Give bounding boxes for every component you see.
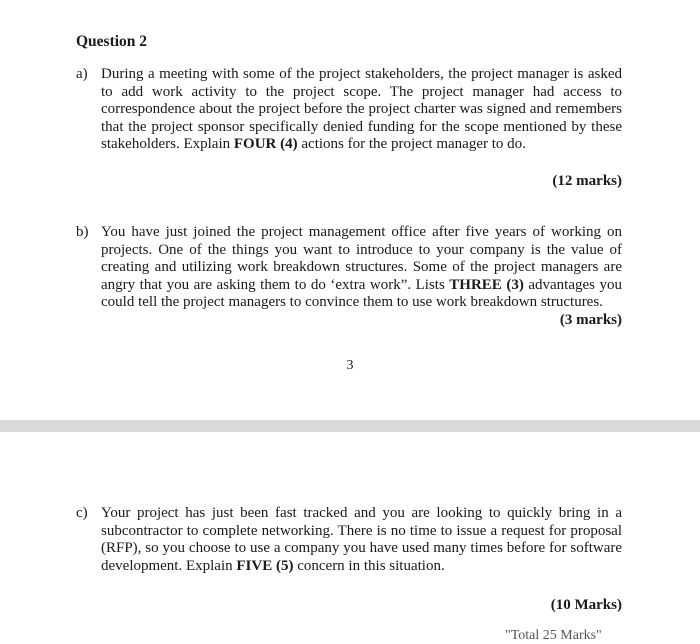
question-b-letter: b) [76,224,89,240]
question-a-marks: (12 marks) [552,173,622,189]
page-number: 3 [346,358,354,373]
question-c-bold: FIVE (5) [236,557,294,574]
question-a-letter: a) [76,66,88,82]
question-heading: Question 2 [76,33,148,50]
question-c-letter: c) [76,505,88,521]
question-b-text: You have just joined the project management office after five years of working on projects. One of the things you want to introduce to your company is the value of creating and utilizing work breakdown structures. Some of the project managers are angry that you are asking them to do ‘extra work”. Lists THREE (3) advantages you could tell the project managers to convince them to use work breakdown structures. [101,224,622,311]
question-c [76,505,622,575]
question-b-marks: (3 marks) [559,312,622,328]
question-c-marks: (10 Marks) [550,597,622,613]
question-c-text: Your project has just been fast tracked and you are looking to quickly bring in a subcontractor to complete networking. There is no time to issue a request for proposal (RFP), so you choose to use a company you have used many times before for software development. Explain FIVE (5) concern in this situation. [101,505,622,574]
document-page-bottom [0,432,700,636]
question-a [76,66,622,154]
question-a-bold: FOUR (4) [233,136,298,153]
page-separator [0,420,700,432]
question-a-text: During a meeting with some of the project stakeholders, the project manager is asked to add work activity to the project scope. The project manager had access to correspondence about the project before the project charter was signed and remembers that the project sponsor specifically denied funding for the scope mentioned by these stakeholders. Explain FOUR (4) actions for the project manager to do. [101,66,622,153]
total-marks-cutoff: "Total 25 Marks" [505,628,602,643]
question-b [76,224,622,312]
question-b-bold: THREE (3) [449,276,524,293]
